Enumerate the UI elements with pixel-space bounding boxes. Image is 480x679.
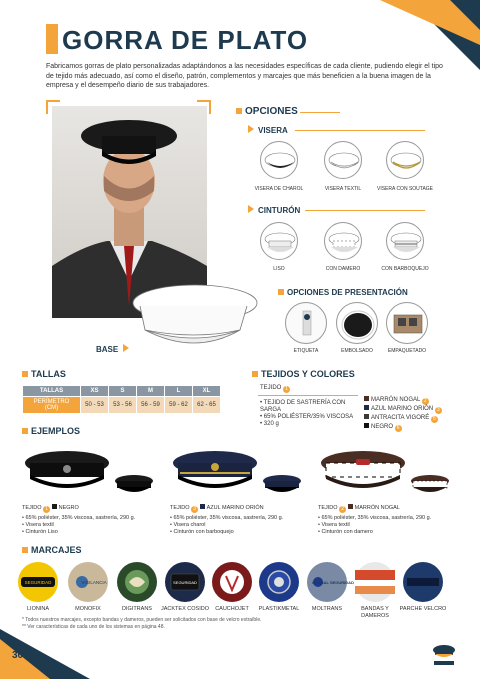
presentacion-title: OPCIONES DE PRESENTACIÓN	[287, 288, 408, 297]
marcaje-label: BANDAS Y DAMEROS	[361, 606, 389, 619]
square-icon	[236, 108, 242, 114]
base-label-text: BASE	[96, 345, 119, 354]
colors-list	[364, 396, 442, 432]
intro-text: Fabricamos gorras de plato personalizadas adaptándonos a las necesidades específicas de cada cliente, pudiendo elegir el tipo de tejido más adecuado, así como el diseño, patrón, complementos y marcajes que más beneficien a la buena imagen de la empresa y el desempeño diario de sus trabajadores.	[46, 63, 443, 89]
header-cell: M	[137, 386, 165, 397]
opciones-heading	[236, 106, 298, 117]
divider	[295, 130, 425, 131]
jacktex-sample	[165, 562, 205, 602]
example-details	[22, 504, 162, 536]
badge-text: SEGURIDAD	[173, 580, 197, 585]
example-line: • Visera charol	[170, 522, 206, 528]
square-icon	[252, 371, 258, 377]
marcaje-label: LIONINA	[26, 606, 49, 612]
example-tejido-line	[22, 504, 162, 513]
example-tejido-line	[318, 504, 458, 513]
header-cell: XS	[81, 386, 109, 397]
color-name: NEGRO	[371, 424, 394, 430]
velcro-sample	[403, 562, 443, 602]
example-color: NEGRO	[58, 505, 79, 511]
color-swatch	[364, 414, 369, 419]
color-badge: 3	[435, 407, 442, 414]
arrow-icon	[123, 344, 129, 352]
example-tejido: TEJIDO	[22, 505, 42, 511]
embolsado-image	[336, 302, 378, 344]
tallas-header-row	[23, 386, 221, 397]
tejido-number-badge: 1	[283, 386, 290, 393]
color-item	[364, 396, 442, 405]
divider	[305, 210, 425, 211]
title-accent	[46, 24, 58, 54]
badge-text: GLOBAL SEGURIDAD	[312, 580, 354, 585]
tallas-heading	[22, 369, 66, 379]
digitrans-sample	[117, 562, 157, 602]
marcaje-label: MOLTRANS	[311, 606, 343, 612]
color-swatch	[52, 504, 57, 509]
arrow-icon	[248, 205, 254, 213]
tallas-values-row	[23, 397, 221, 414]
value-cell: 53 - 56	[109, 397, 137, 414]
tallas-table	[22, 385, 221, 414]
arrow-icon	[248, 125, 254, 133]
marcajes-heading	[22, 545, 82, 555]
tallas-title: TALLAS	[31, 369, 66, 379]
cinturon-label: CON BARBOQUEJO	[381, 266, 429, 272]
marcaje-label: JACKTEX COSIDO	[161, 606, 209, 612]
presentacion-label: ETIQUETA	[293, 348, 319, 354]
example-line: • Visera textil	[318, 522, 350, 528]
cinturon-barboquejo-image	[386, 222, 424, 260]
bandas-sample	[355, 562, 395, 602]
color-swatch	[364, 396, 369, 401]
presentacion-label: EMBOLSADO	[341, 348, 373, 354]
color-swatch	[364, 405, 369, 410]
plastikmetal-sample	[259, 562, 299, 602]
example-tejido: TEJIDO	[170, 505, 190, 511]
base-cap-illustration	[125, 278, 260, 353]
cinturon-heading	[248, 205, 300, 215]
example-spec: • 65% poliéster, 35% viscosa, sastrería, 290 g.	[170, 515, 284, 521]
color-swatch	[200, 504, 205, 509]
color-swatch	[364, 423, 369, 428]
visera-label: VISERA TEXTIL	[324, 186, 362, 192]
example-spec: • 65% poliéster, 35% viscosa, sastrería, 290 g.	[22, 515, 136, 521]
example-line: • Cinturón con damero	[318, 529, 373, 535]
example-tejido-line	[170, 504, 310, 513]
moltrans-sample	[307, 562, 354, 602]
marcaje-label: PLASTIKMETAL	[258, 606, 300, 612]
row-label: PERÍMETRO (CM)	[23, 397, 81, 414]
example-badge: 1	[43, 506, 50, 513]
footnotes	[22, 617, 262, 631]
header-cell: XL	[193, 386, 221, 397]
color-item	[364, 405, 442, 414]
presentacion-label: EMPAQUETADO	[387, 348, 427, 354]
example-line: • Visera textil	[22, 522, 54, 528]
spec-line: • 320 g	[260, 421, 279, 427]
badge-text: VIGILANCIA	[81, 580, 107, 585]
marcajes-title: MARCAJES	[31, 545, 82, 555]
example-badge: 3	[191, 506, 198, 513]
example-tejido: TEJIDO	[318, 505, 338, 511]
page-number: 30	[12, 650, 24, 661]
corner-decoration	[340, 0, 480, 70]
base-label	[96, 344, 133, 354]
empaquetado-image	[386, 302, 428, 344]
example-cap-image	[318, 445, 450, 500]
visera-soutage-image	[386, 141, 424, 179]
tejido-label	[260, 385, 290, 393]
color-badge: 6	[395, 425, 402, 432]
color-name: ANTRACITA VIGORÉ	[371, 415, 430, 421]
example-line: • Cinturón Liso	[22, 529, 58, 535]
marcaje-label: DIGITRANS	[122, 606, 152, 612]
square-icon	[22, 428, 28, 434]
visera-label: VISERA CON SOUTAGE	[376, 186, 434, 192]
color-item	[364, 423, 442, 432]
header-cell: L	[165, 386, 193, 397]
opciones-title: OPCIONES	[245, 106, 298, 117]
presentacion-heading	[278, 288, 408, 297]
cauchojet-sample	[212, 562, 252, 602]
spec-line: • 65% POLIÉSTER/35% VISCOSA	[260, 414, 354, 420]
color-name: AZUL MARINO ORIÓN	[371, 406, 434, 412]
square-icon	[278, 289, 284, 295]
value-cell: 50 - 53	[81, 397, 109, 414]
visera-heading	[248, 125, 288, 135]
tejido-label-text: TEJIDO	[260, 385, 282, 391]
ejemplos-title: EJEMPLOS	[31, 426, 81, 436]
cinturon-label: CON DAMERO	[325, 266, 361, 272]
square-icon	[22, 547, 28, 553]
cinturon-title: CINTURÓN	[258, 206, 301, 215]
example-details	[318, 504, 458, 536]
example-color: MARRÓN NOGAL	[354, 505, 400, 511]
tejidos-title: TEJIDOS Y COLORES	[261, 369, 355, 379]
footnote-line: ** Ver características de cada uno de los sistemas en página 48.	[22, 624, 165, 630]
marcaje-label: MONOFIX	[75, 606, 101, 612]
divider	[300, 112, 340, 113]
marcaje-label: CAUCHOJET	[215, 606, 249, 612]
color-badge: 2	[422, 398, 429, 405]
page-title: GORRA DE PLATO	[62, 25, 309, 55]
tejido-specs	[260, 400, 360, 428]
color-item	[364, 414, 442, 423]
marcaje-label: PARCHE VELCRO	[399, 606, 447, 612]
square-icon	[22, 371, 28, 377]
cinturon-label: LISO	[273, 266, 285, 272]
footnote-line: * Todos nuestros marcajes, excepto bandas y dameros, pueden ser solicitados con base de velcro extraíble.	[22, 617, 262, 623]
value-cell: 56 - 59	[137, 397, 165, 414]
ejemplos-heading	[22, 426, 80, 436]
example-details	[170, 504, 310, 536]
divider	[258, 395, 358, 396]
visera-charol-image	[260, 141, 298, 179]
brand-cap-logo	[430, 642, 458, 666]
example-badge: 2	[339, 506, 346, 513]
visera-textil-image	[324, 141, 362, 179]
cinturon-liso-image	[260, 222, 298, 260]
value-cell: 62 - 65	[193, 397, 221, 414]
tejidos-heading	[252, 369, 355, 379]
etiqueta-image	[285, 302, 327, 344]
badge-text: SEGURIDAD	[24, 580, 52, 585]
example-spec: • 65% poliéster, 35% viscosa, sastrería, 290 g.	[318, 515, 432, 521]
example-color: AZUL MARINO ORIÓN	[206, 505, 264, 511]
visera-title: VISERA	[258, 126, 288, 135]
lionina-sample	[18, 562, 58, 602]
header-cell: S	[109, 386, 137, 397]
header-cell: TALLAS	[23, 386, 81, 397]
example-cap-image	[170, 445, 302, 500]
cinturon-damero-image	[324, 222, 362, 260]
value-cell: 59 - 62	[165, 397, 193, 414]
color-badge: 5	[431, 416, 438, 423]
color-name: MARRÓN NOGAL	[371, 397, 421, 403]
visera-label: VISERA DE CHAROL	[254, 186, 304, 192]
color-swatch	[348, 504, 353, 509]
example-cap-image	[22, 445, 154, 500]
spec-line: • TEJIDO DE SASTRERÍA CON SARGA	[260, 400, 346, 413]
example-line: • Cinturón con barboquejo	[170, 529, 234, 535]
monofix-sample	[68, 562, 108, 602]
